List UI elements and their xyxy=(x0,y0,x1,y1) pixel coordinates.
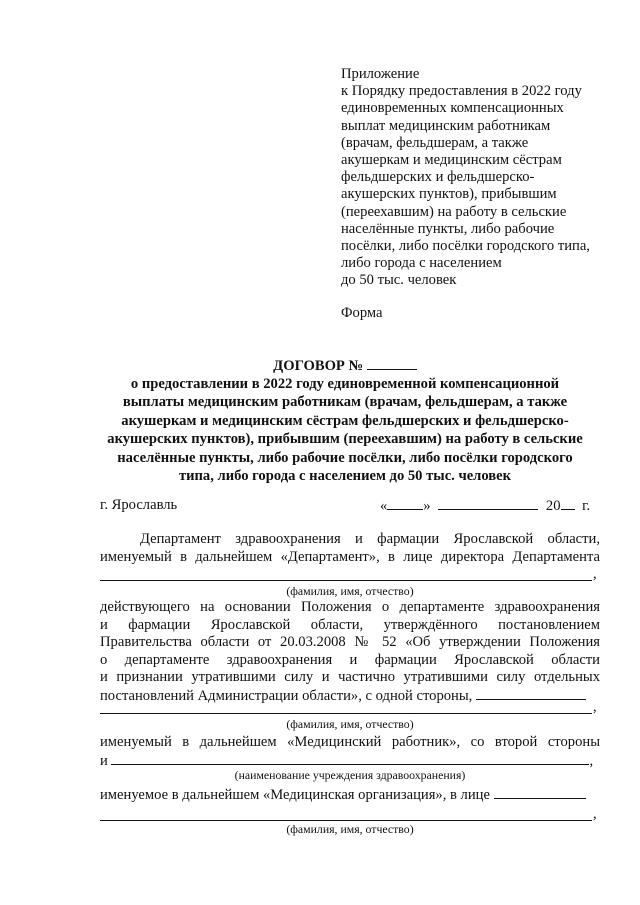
paragraph-medical-worker xyxy=(100,734,600,770)
form-label: Форма xyxy=(341,305,383,321)
paragraph-medical-organization xyxy=(100,786,600,805)
appendix-line: до 50 тыс. человек xyxy=(341,272,457,289)
org-representative-name-field[interactable] xyxy=(100,820,592,821)
caption-fio: (фамилия, имя, отчество) xyxy=(286,717,414,731)
contract-subtitle xyxy=(80,375,610,485)
side-one-field[interactable] xyxy=(476,687,586,700)
year-suffix: г. xyxy=(582,498,591,514)
appendix-line: к Порядку предоставления в 2022 году xyxy=(341,83,582,100)
appendix-header xyxy=(341,66,621,290)
org-representative-field[interactable] xyxy=(494,786,586,799)
para-line: и фармации Ярославской области, утверждённого постановлением xyxy=(100,616,600,633)
para-line: именуемый в дальнейшем «Медицинский работник», со второй стороны xyxy=(100,734,600,750)
month-field[interactable] xyxy=(438,497,538,510)
director-name-field[interactable] xyxy=(100,580,592,581)
place-label: г. Ярославль xyxy=(100,497,178,513)
caption-fio: (фамилия, имя, отчество) xyxy=(286,822,414,836)
appendix-line: акушерских пунктов), прибывшим xyxy=(341,186,557,203)
para-line: действующего на основании Положения о департаменте здравоохранения xyxy=(100,599,600,615)
para-line-org xyxy=(100,786,600,805)
appendix-line: либо города с населением xyxy=(341,255,502,272)
contract-title-text: ДОГОВОР № xyxy=(273,358,364,374)
para-line: Правительства области от 20.03.2008 № 52 «Об утверждении Положения xyxy=(100,634,600,650)
para-line-last xyxy=(100,687,600,706)
caption-fio: (фамилия, имя, отчество) xyxy=(286,584,414,598)
appendix-line: Приложение xyxy=(341,66,420,82)
para-line: о департаменте здравоохранения и фармации Ярославской области xyxy=(100,651,600,668)
subtitle-line: типа, либо города с населением до 50 тыс. человек xyxy=(178,468,512,485)
contract-title xyxy=(80,357,610,375)
subtitle-line: акушерских пунктов), прибывшим (переехавшим) на работу в сельские xyxy=(107,431,583,448)
para-line: именуемый в дальнейшем «Департамент», в лице директора Департамента xyxy=(100,548,600,565)
comma: , xyxy=(589,752,594,769)
para-line: постановлений Администрации области», с одной стороны, xyxy=(100,687,473,704)
appendix-line: (переехавшим) на работу в сельские xyxy=(341,203,567,220)
subtitle-line: населённые пункты, либо рабочие посёлки, либо посёлки городского xyxy=(117,449,573,466)
para-line: Департамент здравоохранения и фармации Ярославской области, xyxy=(140,531,600,547)
appendix-line: посёлки, либо посёлки городского типа, xyxy=(341,238,590,255)
comma: , xyxy=(593,566,597,582)
medical-worker-name-field[interactable] xyxy=(100,713,592,714)
year-field[interactable] xyxy=(561,497,575,510)
open-quote: « xyxy=(380,498,388,514)
date-line xyxy=(380,497,590,515)
para-line: именуемое в дальнейшем «Медицинская организация», в лице xyxy=(100,787,490,803)
and-word: и xyxy=(100,752,108,769)
comma: , xyxy=(593,806,597,822)
caption-institution: (наименование учреждения здравоохранения) xyxy=(234,768,466,782)
appendix-line: акушеркам и медицинским сёстрам xyxy=(341,152,562,169)
appendix-line: фельдшерских и фельдшерско- xyxy=(341,169,535,186)
comma: , xyxy=(593,699,597,715)
appendix-line: населённые пункты, либо рабочие xyxy=(341,220,555,237)
subtitle-line: выплаты медицинским работникам (врачам, фельдшерам, а также xyxy=(122,394,568,411)
para-line: и признании утратившими силу и частично утратившими силу отдельных xyxy=(100,669,600,685)
contract-number-field[interactable] xyxy=(367,357,417,370)
appendix-line: единовременных компенсационных xyxy=(341,100,564,117)
appendix-line: выплат медицинским работникам xyxy=(341,117,551,134)
institution-name-field[interactable] xyxy=(111,752,589,765)
year-prefix: 20 xyxy=(545,498,561,514)
appendix-line: (врачам, фельдшерам, а также xyxy=(341,134,529,151)
paragraph-department xyxy=(100,531,600,566)
day-field[interactable] xyxy=(387,497,423,510)
close-quote: » xyxy=(423,498,431,514)
paragraph-basis xyxy=(100,599,600,705)
subtitle-line: о предоставлении в 2022 году единовременной компенсационной xyxy=(130,376,560,392)
subtitle-line: акушеркам и медицинским сёстрам фельдшерских и фельдшерско- xyxy=(121,412,569,429)
